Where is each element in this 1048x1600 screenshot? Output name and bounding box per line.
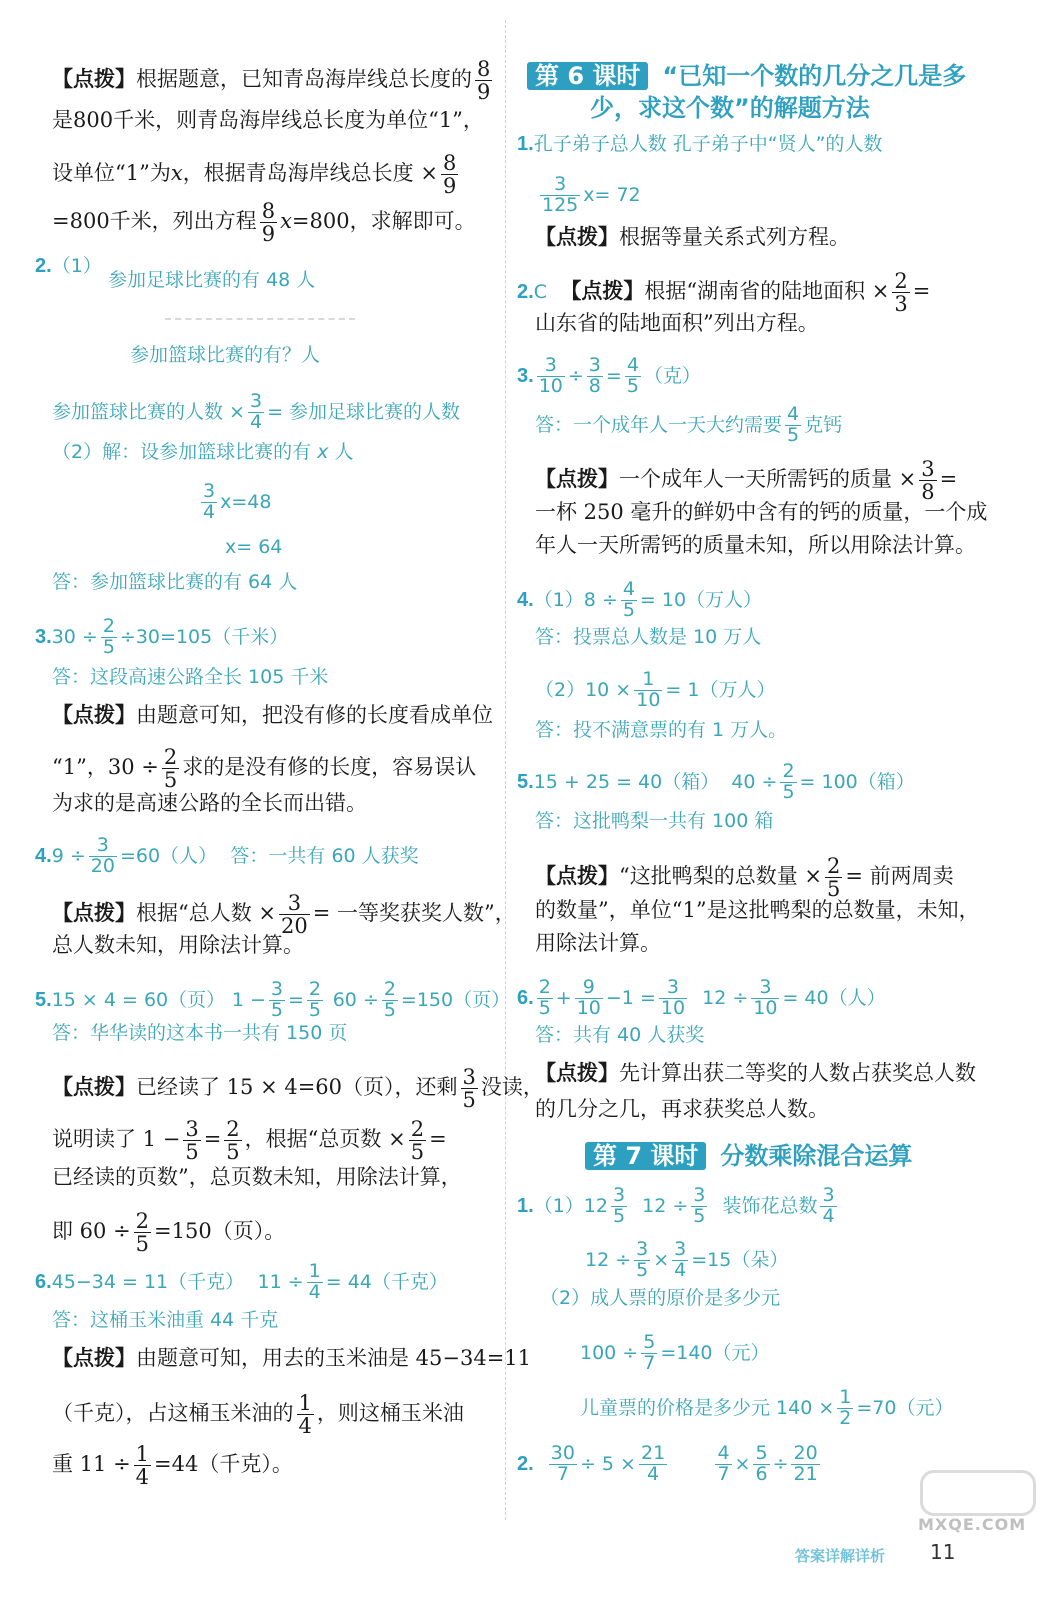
- question-number: 1.: [517, 133, 534, 155]
- q2-equation: [52, 392, 460, 433]
- text: 12 ÷: [702, 986, 749, 1009]
- text: 没读，: [480, 1075, 544, 1100]
- var-x: x: [280, 209, 292, 234]
- q4-line1: [35, 836, 419, 877]
- answer: 答：一共有 60 人获奖: [230, 844, 419, 867]
- text: =: [287, 988, 304, 1011]
- text: 答：一个成年人一天大约需要: [535, 413, 783, 436]
- answer: C: [533, 281, 547, 304]
- question-number: 5.: [35, 988, 52, 1011]
- text: 说明读了 1 −: [52, 1127, 181, 1152]
- p1-line2: 是800千米，则青岛海岸线总长度为单位“1”，: [52, 108, 484, 132]
- text: =60（人）: [119, 844, 218, 867]
- text: +: [555, 986, 572, 1009]
- question-number: 5.: [517, 770, 534, 793]
- lesson-tag: 第 6 课时: [527, 62, 648, 90]
- p1-line1: [52, 58, 495, 103]
- q2-solve2: x= 64: [225, 536, 283, 558]
- text: = 44（千克）: [325, 1270, 448, 1293]
- text: 45−34 = 11（千克）: [51, 1270, 245, 1293]
- lesson6-heading: [527, 56, 966, 91]
- text: 根据等量关系式列方程。: [619, 225, 850, 249]
- text: =800，求解即可。: [291, 209, 476, 234]
- r5-answer: 答：这批鸭梨一共有 100 箱: [535, 810, 774, 832]
- s1-line1: [517, 1186, 840, 1227]
- text: ÷ 5 ×: [579, 1452, 636, 1475]
- s1-line3: （2）成人票的原价是多少元: [540, 1287, 781, 1309]
- fraction: $\frac{8}{9}$: [477, 57, 491, 105]
- text: “1”，30 ÷: [52, 755, 159, 780]
- text: 儿童票的价格是多少元 140 ×: [580, 1396, 835, 1419]
- text: 12 ÷: [585, 1248, 632, 1271]
- text: 15 × 4 = 60（页）: [51, 988, 226, 1011]
- r5-tip2: 的数量”，单位“1”是这批鸭梨的总数量，未知，: [535, 898, 980, 922]
- text: 即 60 ÷: [52, 1219, 131, 1244]
- fraction: $\frac{8}{9}$: [261, 199, 276, 247]
- tip-label: 【点拨】: [535, 863, 619, 889]
- text: = 1（万人）: [665, 678, 776, 701]
- r1-tip: [535, 222, 850, 252]
- text: ÷30=105（千米）: [119, 625, 289, 648]
- lesson-title: 分数乘除混合运算: [720, 1142, 913, 1170]
- text: 100 ÷: [580, 1341, 639, 1364]
- r3-tip2: 一杯 250 毫升的鲜奶中含有的钙的质量，一个成: [535, 500, 988, 524]
- fraction: $\frac{1}{4}$: [298, 1391, 312, 1439]
- text: 根据题意，已知青岛海岸线总长度的: [136, 67, 472, 92]
- r6-tip2: 的几分之几，再求获奖总人数。: [535, 1097, 829, 1121]
- q5-tip4: [52, 1210, 285, 1255]
- text: =: [203, 1127, 222, 1152]
- fraction: $\frac{3}{5}$: [185, 1117, 199, 1165]
- fraction: $\frac{2}{5}$: [410, 1117, 425, 1165]
- q3-tip3: 为求的是高速公路的全长而出错。: [52, 791, 367, 815]
- question-number: 6.: [35, 1270, 52, 1293]
- r3-answer: [535, 405, 842, 446]
- text: 孔子弟子总人数 孔子弟子中“贤人”的人数: [533, 133, 883, 155]
- lesson-tag: 第 7 课时: [585, 1142, 706, 1170]
- fraction: $\frac{2}{5}$: [226, 1117, 240, 1165]
- text: ×: [734, 1452, 751, 1475]
- fraction: $\frac{3}{8}$: [921, 457, 935, 505]
- question-number: 4.: [35, 844, 52, 867]
- text: = 前两周卖: [845, 864, 954, 889]
- text: =140（元）: [660, 1341, 770, 1364]
- fraction: $\frac{2}{5}$: [308, 978, 321, 1021]
- fraction: $\frac{3}{5}$: [462, 1065, 476, 1113]
- fraction: $\frac{3}{5}$: [270, 978, 283, 1021]
- r6-answer: 答：共有 40 人获奖: [535, 1024, 705, 1046]
- question-number: 3.: [517, 364, 534, 387]
- fraction: $\frac{4}{5}$: [626, 354, 639, 397]
- text: 克钙: [804, 413, 843, 436]
- fraction: $\frac{2}{5}$: [135, 1209, 150, 1257]
- tip-label: 【点拨】: [52, 1074, 136, 1100]
- text: 装饰花总数: [722, 1194, 818, 1217]
- text: 根据“湖南省的陆地面积 ×: [644, 279, 890, 304]
- fraction: $\frac{3}{20}$: [281, 891, 308, 939]
- question-number: 6.: [517, 986, 534, 1009]
- fraction: $\frac{9}{10}$: [576, 976, 601, 1019]
- diagram-bottom-label: 参加篮球比赛的有？人: [130, 344, 321, 366]
- text: （克）: [643, 364, 701, 387]
- fraction: $\frac{20}{21}$: [793, 1442, 818, 1485]
- tip-label: 【点拨】: [560, 278, 645, 304]
- r3-line1: [517, 356, 701, 397]
- lesson7-heading: [585, 1136, 912, 1171]
- q5-line1: [35, 980, 510, 1021]
- tip-label: 【点拨】: [52, 900, 136, 926]
- text: = 参加足球比赛的人数: [267, 400, 461, 423]
- fraction: $\frac{8}{9}$: [442, 151, 457, 199]
- text: ，根据青岛海岸线总长度 ×: [182, 161, 438, 186]
- text: 40 ÷: [731, 770, 778, 793]
- question-number: 2.: [35, 255, 52, 277]
- fraction: $\frac{3}{125}$: [542, 173, 579, 216]
- footer-label: 答案详解详析: [795, 1547, 886, 1565]
- fraction: $\frac{5}{6}$: [755, 1442, 768, 1485]
- text: ×: [653, 1248, 670, 1271]
- q2-solve1: [198, 482, 271, 523]
- diagram-bar: [165, 318, 355, 320]
- r5-tip1: [535, 855, 954, 900]
- r6-line1: [517, 978, 886, 1019]
- r2-line2: 山东省的陆地面积”列出方程。: [535, 311, 819, 335]
- text: =: [605, 364, 622, 387]
- text: −1 =: [605, 986, 656, 1009]
- text: （2）10 ×: [535, 678, 632, 701]
- r4-answer1: 答：投票总人数是 10 万人: [535, 626, 762, 648]
- text: 12 ÷: [642, 1194, 689, 1217]
- text: ÷: [772, 1452, 789, 1475]
- text: （1）8 ÷: [533, 588, 618, 611]
- text: =70（元）: [856, 1396, 954, 1419]
- text: 已经读了 15 × 4=60（页），还剩: [136, 1075, 458, 1100]
- text: ，则这桶玉米油: [316, 1401, 464, 1426]
- fraction: $\frac{4}{7}$: [717, 1442, 730, 1485]
- text: 60 ÷: [332, 988, 379, 1011]
- fraction: $\frac{2}{5}$: [827, 854, 841, 902]
- text: 求的是没有修的长度，容易误认: [182, 755, 477, 780]
- text: 由题意可知，用去的玉米油是 45−34=11: [136, 1346, 532, 1370]
- text: （千克），占这桶玉米油的: [52, 1401, 294, 1426]
- page-number: 11: [930, 1540, 956, 1564]
- question-number: 1.: [517, 1194, 534, 1217]
- watermark-logo: [920, 1470, 1036, 1516]
- q6-tip1: [52, 1343, 531, 1373]
- text: 参加篮球比赛的人数 ×: [52, 400, 245, 423]
- text: =: [912, 279, 931, 304]
- text: 1 −: [231, 988, 266, 1011]
- q5-tip1: [52, 1066, 544, 1111]
- lesson6-heading-line2: 少，求这个数”的解题方法: [590, 94, 870, 122]
- var-x: x: [170, 161, 183, 186]
- text: =150（页）。: [154, 1219, 286, 1244]
- r1-equation: [537, 175, 641, 216]
- question-number: 2.: [517, 1452, 534, 1475]
- text: 由题意可知，把没有修的长度看成单位: [136, 703, 493, 727]
- tip-label: 【点拨】: [535, 466, 619, 492]
- q6-line1: [35, 1262, 448, 1303]
- fraction: $\frac{3}{20}$: [90, 834, 115, 877]
- p1-line4: [52, 200, 476, 245]
- q2-answer: 答：参加篮球比赛的有 64 人: [52, 571, 298, 593]
- text: 9 ÷: [51, 844, 86, 867]
- text: =: [939, 467, 958, 492]
- s1-line4: [580, 1333, 770, 1374]
- r5-line1: [517, 762, 915, 803]
- tip-label: 【点拨】: [535, 1060, 619, 1085]
- q6-tip3: [52, 1443, 293, 1488]
- r5-tip3: 用除法计算。: [535, 931, 661, 955]
- text: x=48: [220, 490, 272, 513]
- text: “这批鸭梨的总数量 ×: [619, 864, 823, 889]
- fraction: $\frac{21}{4}$: [640, 1442, 666, 1485]
- q4-tip2: 总人数未知，用除法计算。: [52, 933, 304, 957]
- q6-answer: 答：这桶玉米油重 44 千克: [52, 1309, 279, 1331]
- fraction: $\frac{3}{4}$: [822, 1184, 835, 1227]
- lesson-title: “已知一个数的几分之几是多: [662, 62, 967, 90]
- text: = 100（箱）: [799, 770, 915, 793]
- fraction: $\frac{3}{8}$: [588, 354, 601, 397]
- fraction: $\frac{3}{5}$: [636, 1238, 649, 1281]
- question-number: 2.: [517, 281, 534, 304]
- q3-tip1: [52, 700, 493, 730]
- text: 一个成年人一天所需钙的质量 ×: [619, 467, 917, 492]
- text: 重 11 ÷: [52, 1452, 131, 1477]
- q5-tip3: 已经读的页数”，总页数未知，用除法计算，: [52, 1165, 462, 1189]
- text: （2）解：设参加篮球比赛的有: [52, 441, 312, 463]
- text: =15（朵）: [691, 1248, 789, 1271]
- text: 11 ÷: [257, 1270, 304, 1293]
- q3-line1: [35, 617, 288, 658]
- text: 30 ÷: [51, 625, 98, 648]
- text: ÷: [567, 364, 584, 387]
- fraction: $\frac{3}{4}$: [249, 390, 263, 433]
- text: = 40（人）: [782, 986, 886, 1009]
- q6-tip2: [52, 1392, 464, 1437]
- fraction: $\frac{3}{10}$: [753, 976, 778, 1019]
- diagram-top-label: 参加足球比赛的有 48 人: [108, 269, 316, 291]
- part-label: （1）: [51, 255, 102, 277]
- r4-line2: [535, 670, 775, 711]
- text: x= 72: [583, 183, 641, 206]
- text: =800千米，列出方程: [52, 209, 257, 234]
- s2-line1: [517, 1444, 823, 1485]
- text: 先计算出获二等奖的人数占获奖总人数: [619, 1061, 976, 1085]
- fraction: $\frac{4}{5}$: [787, 403, 800, 446]
- r4-answer2: 答：投不满意票的有 1 万人。: [535, 719, 788, 741]
- q3-answer: 答：这段高速公路全长 105 千米: [52, 666, 329, 688]
- fraction: $\frac{3}{10}$: [538, 354, 563, 397]
- text: 根据“总人数 ×: [136, 901, 277, 926]
- fraction: $\frac{3}{4}$: [203, 480, 216, 523]
- var-x: x: [317, 441, 329, 463]
- text: =44（千克）。: [154, 1452, 293, 1477]
- column-divider: [505, 20, 506, 1520]
- text: =: [429, 1127, 447, 1152]
- watermark-text: MXQE.COM: [918, 1515, 1027, 1534]
- fraction: $\frac{2}{5}$: [383, 978, 396, 1021]
- fraction: $\frac{1}{4}$: [135, 1442, 150, 1490]
- q2-part2: [52, 437, 353, 467]
- fraction: $\frac{3}{10}$: [660, 976, 686, 1019]
- q2-line1: [35, 250, 102, 281]
- text: = 一等奖获奖人数”，: [312, 901, 516, 926]
- fraction: $\frac{2}{5}$: [538, 976, 551, 1019]
- fraction: $\frac{2}{3}$: [894, 269, 908, 317]
- r4-line1: [517, 580, 762, 621]
- question-number: 3.: [35, 625, 52, 648]
- fraction: $\frac{1}{10}$: [636, 668, 661, 711]
- r6-tip1: [535, 1058, 976, 1088]
- q3-tip2: [52, 746, 476, 791]
- fraction: $\frac{30}{7}$: [550, 1442, 575, 1485]
- fraction: $\frac{2}{5}$: [102, 615, 115, 658]
- fraction: $\frac{2}{5}$: [782, 760, 795, 803]
- text: （1）12: [533, 1194, 608, 1217]
- s1-line5: [580, 1388, 953, 1429]
- fraction: $\frac{2}{5}$: [163, 745, 178, 793]
- fraction: $\frac{1}{4}$: [308, 1260, 321, 1303]
- text: = 10（万人）: [639, 588, 763, 611]
- text: ，根据“总页数 ×: [244, 1127, 406, 1152]
- fraction: $\frac{3}{4}$: [674, 1238, 687, 1281]
- q5-answer: 答：华华读的这本书一共有 150 页: [52, 1022, 348, 1044]
- text: 15 + 25 = 40（箱）: [533, 770, 720, 793]
- s1-line2: [585, 1240, 788, 1281]
- fraction: $\frac{4}{5}$: [622, 578, 635, 621]
- tip-label: 【点拨】: [52, 702, 136, 727]
- fraction: $\frac{5}{7}$: [643, 1331, 656, 1374]
- tip-label: 【点拨】: [52, 1345, 136, 1370]
- r1-line1: [517, 128, 882, 159]
- fraction: $\frac{1}{2}$: [839, 1386, 852, 1429]
- text: 设单位“1”为: [52, 161, 171, 186]
- r3-tip3: 年人一天所需钙的质量未知，所以用除法计算。: [535, 533, 976, 557]
- tip-label: 【点拨】: [535, 224, 619, 249]
- text: 人: [334, 441, 354, 463]
- tip-label: 【点拨】: [52, 66, 136, 92]
- p1-line3: [52, 152, 461, 197]
- text: =150（页）: [400, 988, 511, 1011]
- fraction: $\frac{3}{5}$: [612, 1184, 626, 1227]
- question-number: 4.: [517, 588, 534, 611]
- fraction: $\frac{3}{5}$: [693, 1184, 706, 1227]
- q5-tip2: [52, 1118, 447, 1163]
